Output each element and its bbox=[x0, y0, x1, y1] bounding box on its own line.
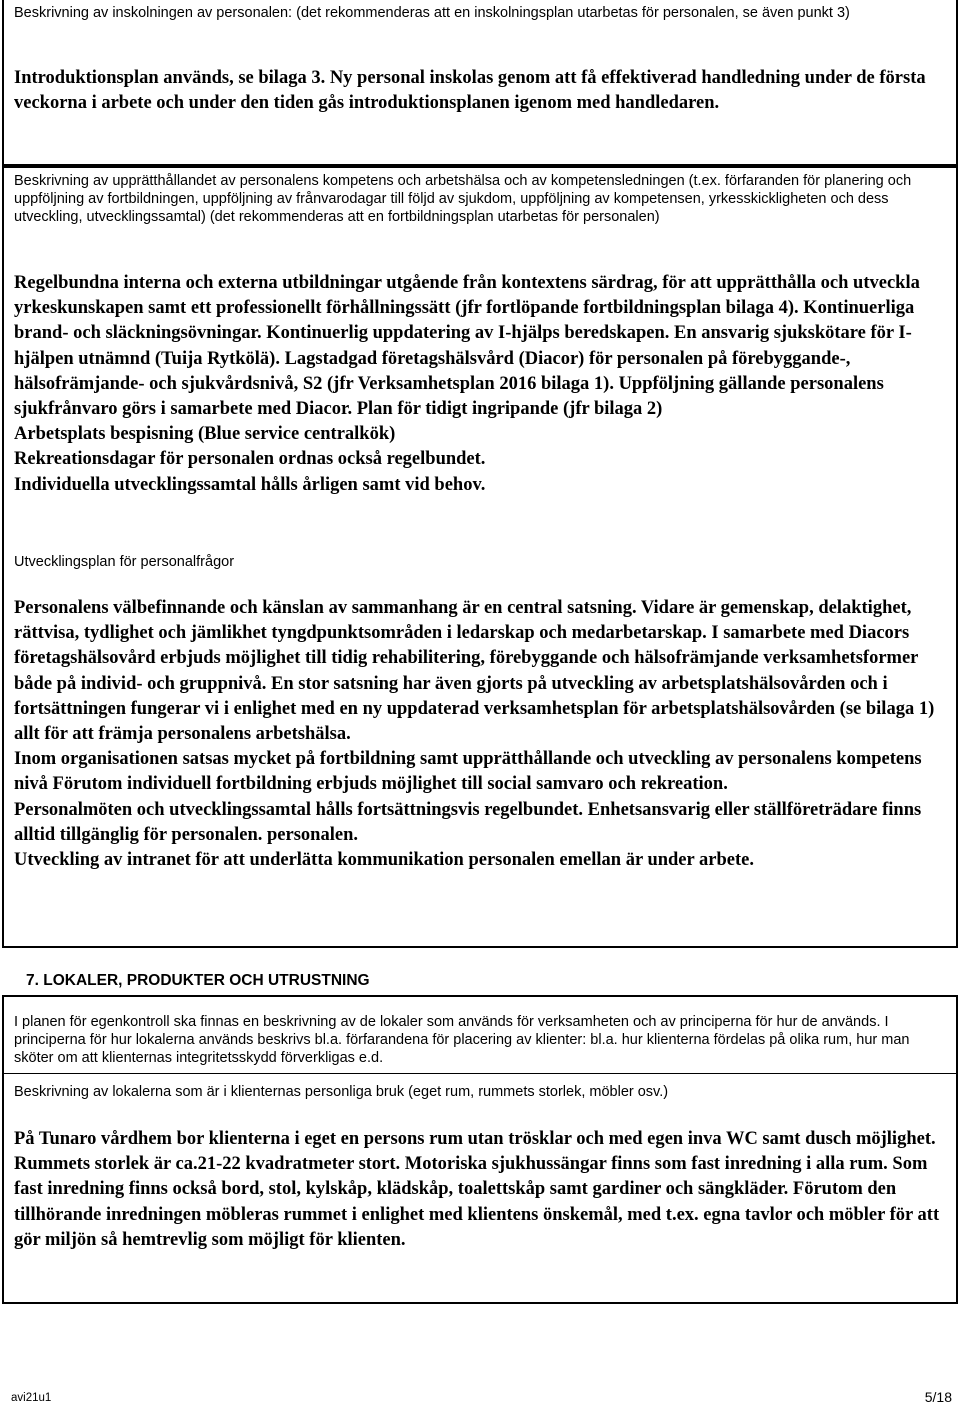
document-id: avi21u1 bbox=[11, 1392, 52, 1404]
introduction-body: Introduktionsplan används, se bilaga 3. Ny personal inskolas genom att få effektiverad handledning under de första veckorna i arbete och under den tiden gås introduktionsplanen igenom med handledaren. bbox=[14, 68, 926, 114]
competence-paragraph: Arbetsplats bespisning (Blue service centralkök) bbox=[14, 424, 396, 445]
divider bbox=[4, 1073, 956, 1074]
plan-paragraph: Personalens välbefinnande och känslan av sammanhang är en central satsning. Vidare är gemenskap, delaktighet, rättvisa, tydlighet och jämlikhet tyngdpunktsområden i ledarskap och medarbetarskap. I samarbete med Diacors företagshälsovård erbjuds möjlighet till tidig rehabilitering, förebyggande och hälsofrämjande verksamhetsformer både på individ- och gruppnivå. En stor satsning har även gjorts på utveckling av arbetsplatshälsovården och i fortsättningen fungerar vi i enlighet med en ny uppdaterad verksamhetsplan för arbetsplatshälsovården (se bilaga 1) allt för att främja personalens arbetshälsa. bbox=[14, 598, 935, 745]
development-plan-label: Utvecklingsplan för personalfrågor bbox=[14, 554, 235, 570]
premises-description: Beskrivning av lokalerna som är i klienternas personliga bruk (eget rum, rummets storlek, möbler osv.) bbox=[14, 1084, 669, 1100]
premises-body: På Tunaro vårdhem bor klienterna i eget en persons rum utan trösklar och med egen inva WC samt dusch möjlighet. Rummets storlek är ca.21-22 kvadratmeter stort. Motoriska sjukhussängar finns som fast inredning i alla rum. Som fast inredning finns också bord, stol, kylskåp, klädskåp, toalettskåp samt gardiner och sängkläder. Förutom den tillhörande inredningen möbleras rummet i enlighet med klientens önskemål, med t.ex. egna tavlor och möbler för att gör miljön så hemtrevlig som möjligt för klienten. bbox=[14, 1129, 940, 1250]
competence-body bbox=[14, 271, 946, 498]
plan-paragraph: Personalmöten och utvecklingssamtal hålls fortsättningsvis regelbundet. Enhetsansvarig eller ställföreträdare finns alltid tillgänglig för personalen. personalen. bbox=[14, 799, 922, 845]
plan-paragraph: Utveckling av intranet för att underlätta kommunikation personalen emellan är under arbete. bbox=[14, 850, 754, 871]
development-plan-body bbox=[14, 596, 946, 873]
premises-intro: I planen för egenkontroll ska finnas en beskrivning av de lokaler som används för verksamheten och av principerna för hur de används. I principerna för hur lokalerna används beskrivs bl.a. förfarandena för placering av klienter: bl.a. hur klienterna fördelas på olika rum, hur man sköter om att klienternas integritetsskydd förverkligas e.d. bbox=[14, 1014, 910, 1066]
introduction-section bbox=[2, 0, 958, 166]
introduction-description: Beskrivning av inskolningen av personalen: (det rekommenderas att en inskolningsplan utarbetas för personalen, se även punkt 3) bbox=[14, 5, 850, 21]
section-7-heading: 7. LOKALER, PRODUKTER OCH UTRUSTNING bbox=[26, 972, 370, 989]
competence-description: Beskrivning av upprätthållandet av personalens kompetens och arbetshälsa och av kompetensledningen (t.ex. förfaranden för planering och uppföljning av fortbildningen, uppföljning av frånvarodagar till följd av sjukdom, uppföljning av kompetensen, yrkesskickligheten och dess utveckling, utvecklingssamtal) (det rekommenderas att en fortbildningsplan utarbetas för personalen) bbox=[14, 173, 912, 225]
competence-section bbox=[2, 166, 958, 948]
competence-paragraph: Individuella utvecklingssamtal hålls årligen samt vid behov. bbox=[14, 474, 486, 495]
page-number: 5/18 bbox=[924, 1389, 952, 1405]
competence-paragraph: Rekreationsdagar för personalen ordnas också regelbundet. bbox=[14, 449, 486, 470]
competence-paragraph: Regelbundna interna och externa utbildningar utgående från kontextens särdrag, för att upprätthålla och utveckla yrkeskunskapen samt ett professionellt förhållningssätt (jfr fortlöpande fortbildningsplan bilaga 4). Kontinuerliga brand- och släckningsövningar. Kontinuerlig uppdatering av I-hjälps beredskapen. En ansvarig sjukskötare för I-hjälpen utnämnd (Tuija Rytkölä). Lagstadgad företagshälsvård (Diacor) för personalen på förebyggande-, hälsofrämjande- och sjukvårdsnivå, S2 (jfr Verksamhetsplan 2016 bilaga 1). Uppföljning gällande personalens sjukfrånvaro görs i samarbete med Diacor. Plan för tidigt ingripande (jfr bilaga 2) bbox=[14, 273, 920, 420]
plan-paragraph: Inom organisationen satsas mycket på fortbildning samt upprätthållande och utveckling av personalens kompetens nivå Förutom individuell fortbildning erbjuds möjlighet till social samvaro och rekreation. bbox=[14, 749, 922, 795]
premises-section bbox=[2, 995, 958, 1304]
